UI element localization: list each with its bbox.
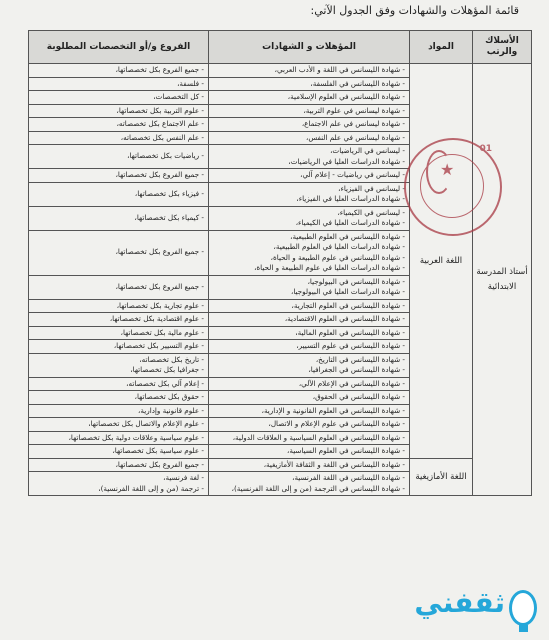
branch-line: - لغة فرنسية،	[163, 473, 204, 482]
diploma-line: - شهادة الليسانس في البيولوجيا،	[307, 276, 405, 286]
diploma-line: - ليسانس في رياضيات - إعلام آلي،	[300, 170, 405, 179]
diplomas-cell	[209, 431, 410, 445]
qualifications-table	[28, 30, 532, 496]
branches-cell	[29, 91, 209, 105]
branch-line: - علوم التربية بكل تخصصاتها،	[116, 105, 204, 115]
diploma-line: - شهادة الليسانس في الفلسفة،	[310, 78, 405, 88]
header-diplomas: المؤهلات و الشهادات	[209, 31, 410, 64]
diploma-line: - شهادة الليسانس في العلوم السياسية و العلاقات الدولية،	[232, 432, 405, 442]
diploma-line: - شهادة الليسانس في علوم الإعلام و الاتصال،	[268, 419, 405, 428]
branch-line: - جميع الفروع بكل تخصصاتها،	[115, 170, 204, 179]
diplomas-cell	[209, 472, 410, 496]
branch-line: - علوم تجارية بكل تخصصاتها،	[116, 300, 204, 310]
diploma-line: - شهادة ليسانس في علوم التربية،	[303, 105, 405, 115]
branch-line: - علم النفس بكل تخصصاته،	[120, 132, 204, 142]
diploma-line: - ليسانس في الكيمياء،	[337, 207, 405, 217]
branch-line: - رياضيات بكل تخصصاتها،	[127, 151, 204, 161]
diploma-line: - شهادة الليسانس في التاريخ،	[315, 354, 405, 364]
diplomas-cell	[209, 131, 410, 145]
diploma-line: - شهادة الليسانس في اللغة و الأدب العربي،	[274, 65, 405, 74]
branch-line: - كيمياء بكل تخصصاتها،	[134, 212, 204, 222]
diploma-line: - شهادة الليسانس في العلوم القانونية و الإدارية،	[261, 405, 405, 415]
branch-line: - ترجمة (من و إلى اللغة الفرنسية)،	[98, 483, 204, 493]
diploma-line: - شهادة الليسانس في العلوم التجارية،	[291, 300, 405, 310]
diploma-line: - شهادة الدراسات العليا في الفيزياء،	[296, 194, 405, 203]
branch-line: - تاريخ بكل تخصصاته،	[139, 354, 204, 364]
table-body	[29, 64, 532, 496]
diplomas-cell	[209, 404, 410, 418]
diploma-line: - شهادة الدراسات العليا في علوم الطبيعة و الحياة،	[254, 263, 405, 272]
diplomas-cell	[209, 299, 410, 313]
header-branches: الفروع و/أو التخصصات المطلوبة	[29, 31, 209, 64]
branches-cell	[29, 145, 209, 169]
branch-line: - جميع الفروع بكل تخصصاتها،	[115, 247, 204, 257]
diplomas-cell	[209, 340, 410, 354]
table-row	[29, 458, 532, 472]
diploma-line: - ليسانس في الفيزياء،	[338, 183, 405, 193]
branch-line: - فيزياء بكل تخصصاتها،	[134, 188, 204, 198]
list-heading: قائمة المؤهلات والشهادات وفق الجدول الآتي:	[310, 4, 519, 17]
diploma-line: - شهادة الليسانس في علوم التسيير،	[296, 341, 405, 350]
branches-cell	[29, 64, 209, 78]
branch-line: - جميع الفروع بكل تخصصاتها،	[115, 459, 204, 469]
diplomas-cell	[209, 275, 410, 299]
table-row	[29, 64, 532, 78]
branch-line: - علوم قانونية وإدارية،	[138, 405, 204, 415]
diploma-line: - شهادة الليسانس في علوم الطبيعة و الحياة،	[270, 252, 405, 262]
branch-line: - جميع الفروع بكل تخصصاتها،	[115, 281, 204, 291]
diplomas-cell	[209, 104, 410, 118]
branches-cell	[29, 340, 209, 354]
diploma-line: - شهادة الدراسات العليا في الكيمياء،	[295, 218, 405, 227]
branches-cell	[29, 445, 209, 459]
diploma-line: - شهادة الدراسات العليا في البيولوجيا،	[291, 287, 405, 296]
branches-cell	[29, 377, 209, 391]
diplomas-cell	[209, 326, 410, 340]
table-header-row	[29, 31, 532, 64]
branch-line: - علوم التسيير بكل تخصصاتها،	[113, 341, 204, 350]
branches-cell	[29, 326, 209, 340]
diplomas-cell	[209, 91, 410, 105]
diplomas-cell	[209, 391, 410, 405]
branch-line: - فلسفة،	[177, 78, 204, 88]
diplomas-cell	[209, 230, 410, 275]
diplomas-cell	[209, 206, 410, 230]
branches-cell	[29, 230, 209, 275]
diploma-line: - شهادة الليسانس في الجغرافيا،	[308, 365, 405, 374]
branches-cell	[29, 313, 209, 327]
branches-cell	[29, 472, 209, 496]
lightbulb-icon	[509, 590, 537, 626]
logo-text: ثقفني	[414, 586, 505, 619]
diploma-line: - شهادة الليسانس في اللغة و الثقافة الأمازيغية،	[263, 459, 405, 469]
diploma-line: - شهادة الليسانس في العلوم الاقتصادية،	[284, 314, 405, 323]
branch-line: - جميع الفروع بكل تخصصاتها،	[115, 65, 204, 74]
header-subject: المواد	[410, 31, 473, 64]
diplomas-cell	[209, 377, 410, 391]
branches-cell	[29, 118, 209, 132]
branches-cell	[29, 404, 209, 418]
subject-cell: اللغة العربية	[410, 64, 473, 459]
branches-cell	[29, 458, 209, 472]
diploma-line: - شهادة الدراسات العليا في الرياضيات،	[288, 156, 405, 166]
branch-line: - علوم اقتصادية بكل تخصصاتها،	[109, 314, 204, 323]
diplomas-cell	[209, 353, 410, 377]
diplomas-cell	[209, 169, 410, 183]
branch-line: - علم الاجتماع بكل تخصصاته،	[116, 119, 204, 128]
diploma-line: - شهادة الليسانس في الترجمة (من و إلى اللغة الفرنسية)،	[231, 483, 405, 493]
branch-line: - كل التخصصات،	[153, 92, 204, 101]
branches-cell	[29, 169, 209, 183]
branches-cell	[29, 431, 209, 445]
branch-line: - إعلام آلي بكل تخصصاته،	[126, 378, 204, 388]
diplomas-cell	[209, 118, 410, 132]
diplomas-cell	[209, 145, 410, 169]
branch-line: - علوم مالية بكل تخصصاتها،	[120, 327, 204, 337]
diploma-line: - شهادة الدراسات العليا في العلوم الطبيعية،	[273, 242, 405, 251]
diploma-line: - شهادة الليسانس في العلوم السياسية،	[287, 446, 405, 455]
diploma-line: - شهادة الليسانس في العلوم الطبيعية،	[290, 231, 405, 241]
branches-cell	[29, 77, 209, 91]
subject-cell-amazigh: اللغة الأمازيغية	[410, 458, 473, 496]
header-ranks: الأسلاك والرتب	[473, 31, 532, 64]
star-icon: ★	[440, 160, 455, 179]
branches-cell	[29, 206, 209, 230]
diplomas-cell	[209, 77, 410, 91]
diplomas-cell	[209, 313, 410, 327]
stamp-number: 01	[479, 144, 492, 154]
diplomas-cell	[209, 182, 410, 206]
branches-cell	[29, 353, 209, 377]
branch-line: - علوم سياسية بكل تخصصاتها،	[112, 446, 204, 455]
branches-cell	[29, 182, 209, 206]
diploma-line: - شهادة ليسانس في علم الاجتماع،	[301, 119, 405, 128]
diplomas-cell	[209, 445, 410, 459]
diplomas-cell	[209, 64, 410, 78]
diploma-line: - شهادة الليسانس في اللغة الفرنسية،	[292, 473, 405, 482]
rank-cell: أستاذ المدرسة الابتدائية	[473, 64, 532, 496]
diploma-line: - شهادة الليسانس في الحقوق،	[312, 392, 405, 401]
branch-line: - علوم الإعلام والاتصال بكل تخصصاتها،	[88, 419, 204, 428]
branch-line: - جغرافيا بكل تخصصاتها،	[130, 365, 204, 374]
branch-line: - حقوق بكل تخصصاتها،	[134, 392, 204, 401]
branches-cell	[29, 299, 209, 313]
branches-cell	[29, 418, 209, 432]
diploma-line: - ليسانس في الرياضيات،	[330, 146, 405, 155]
diploma-line: - شهادة ليسانس في علم النفس،	[306, 132, 405, 142]
diploma-line: - شهادة الليسانس في العلوم الإسلامية،	[287, 92, 405, 101]
diplomas-cell	[209, 418, 410, 432]
branches-cell	[29, 275, 209, 299]
diplomas-cell	[209, 458, 410, 472]
branches-cell	[29, 104, 209, 118]
diploma-line: - شهادة الليسانس في العلوم المالية،	[295, 327, 405, 337]
branch-line: - علوم سياسية وعلاقات دولية بكل تخصصاتها،	[68, 432, 204, 442]
official-stamp	[404, 138, 502, 236]
diploma-line: - شهادة الليسانس في الإعلام الآلي،	[298, 378, 405, 388]
branches-cell	[29, 391, 209, 405]
branches-cell	[29, 131, 209, 145]
site-logo	[318, 582, 543, 640]
